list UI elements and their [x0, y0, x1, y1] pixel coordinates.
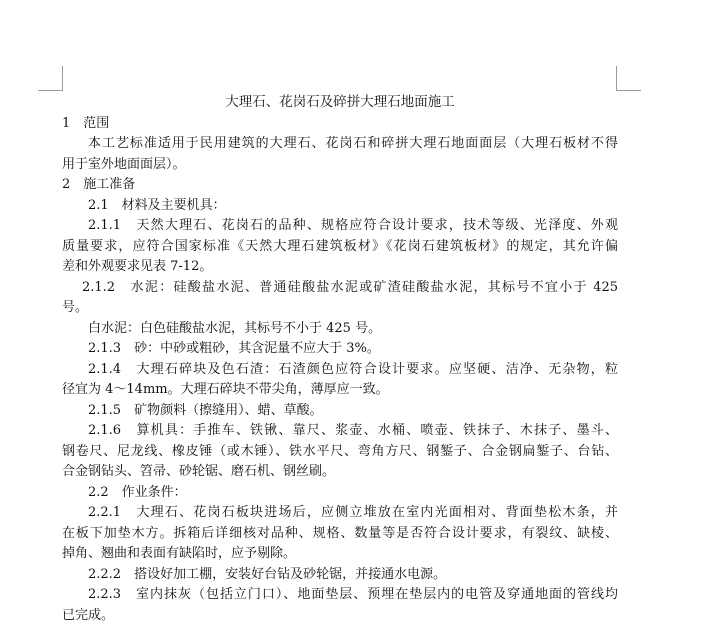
text-line: 2.1.2 水泥：硅酸盐水泥、普通硅酸盐水泥或矿渣硅酸盐水泥，其标号不宜小于 425: [82, 279, 618, 295]
text-line: 径宜为 4～14mm。大理石碎块不带尖角，薄厚应一致。: [62, 382, 389, 397]
text-line: 白水泥：白色硅酸盐水泥，其标号不小于 425 号。: [88, 320, 382, 336]
text-line: 已完成。: [62, 607, 115, 623]
text-line: 质量要求，应符合国家标准《天然大理石建筑板材》《花岗石建筑板材》的规定，其允许偏: [62, 238, 618, 254]
margin-corner-mark-top-right: [616, 66, 641, 91]
text-line: 2.2.1 大理石、花岗石板块进场后，应侧立堆放在室内光面相对、背面垫松木条，并: [88, 505, 618, 520]
text-line: 合金钢钻头、笤帚、砂轮锯、磨石机、钢丝刷。: [62, 464, 336, 479]
text-line: 差和外观要求见表 7-12。: [62, 259, 213, 274]
paragraph-lines: [62, 114, 618, 627]
text-line: 用于室外地面面层）。: [62, 156, 186, 172]
text-line: 本工艺标准适用于民用建筑的大理石、花岗石和碎拼大理石地面面层（大理石板材不得: [88, 136, 618, 151]
text-line: 2.2.2 搭设好加工棚，安装好台钻及砂轮锯，并接通水电源。: [88, 566, 447, 582]
text-line: 号。: [62, 300, 89, 315]
text-line: 2.1 材料及主要机具：: [88, 197, 226, 213]
text-line: 在板下加垫木方。拆箱后详细核对品种、规格、数量等是否符合设计要求，有裂纹、缺棱、: [62, 525, 618, 541]
text-line: 2.1.3 砂：中砂或粗砂，其含泥量不应大于 3%。: [88, 341, 380, 356]
margin-corner-mark-top-left: [38, 66, 63, 91]
document-title: 大理石、花岗石及碎拼大理石地面施工: [225, 94, 455, 110]
text-line: 钢卷尺、尼龙线、橡皮锤（或木锤）、铁水平尺、弯角方尺、钢錾子、合金钢扁錾子、台钻、: [62, 443, 618, 459]
text-line: 1 范围: [62, 115, 110, 131]
text-line: 2.1.1 天然大理石、花岗石的品种、规格应符合设计要求，技术等级、光泽度、外观: [88, 218, 618, 233]
text-line: 2.1.4 大理石碎块及色石渣：石渣颜色应符合设计要求。应坚硬、洁净、无杂物，粒: [88, 361, 618, 377]
text-line: 掉角、翘曲和表面有缺陷时，应予剔除。: [62, 546, 297, 561]
text-line: 2.1.5 矿物颜料（擦缝用）、蜡、草酸。: [88, 402, 323, 418]
text-line: 2.2.3 室内抹灰（包括立门口）、地面垫层、预埋在垫层内的电管及穿通地面的管线均: [88, 587, 618, 602]
text-line: 2 施工准备: [62, 177, 136, 192]
document-body[interactable]: [62, 92, 618, 626]
text-line: 2.2 作业条件：: [88, 484, 187, 500]
text-line: 2.1.6 算机具：手推车、铁锹、靠尺、浆壶、水桶、喷壶、铁抹子、木抹子、墨斗、: [88, 423, 618, 438]
